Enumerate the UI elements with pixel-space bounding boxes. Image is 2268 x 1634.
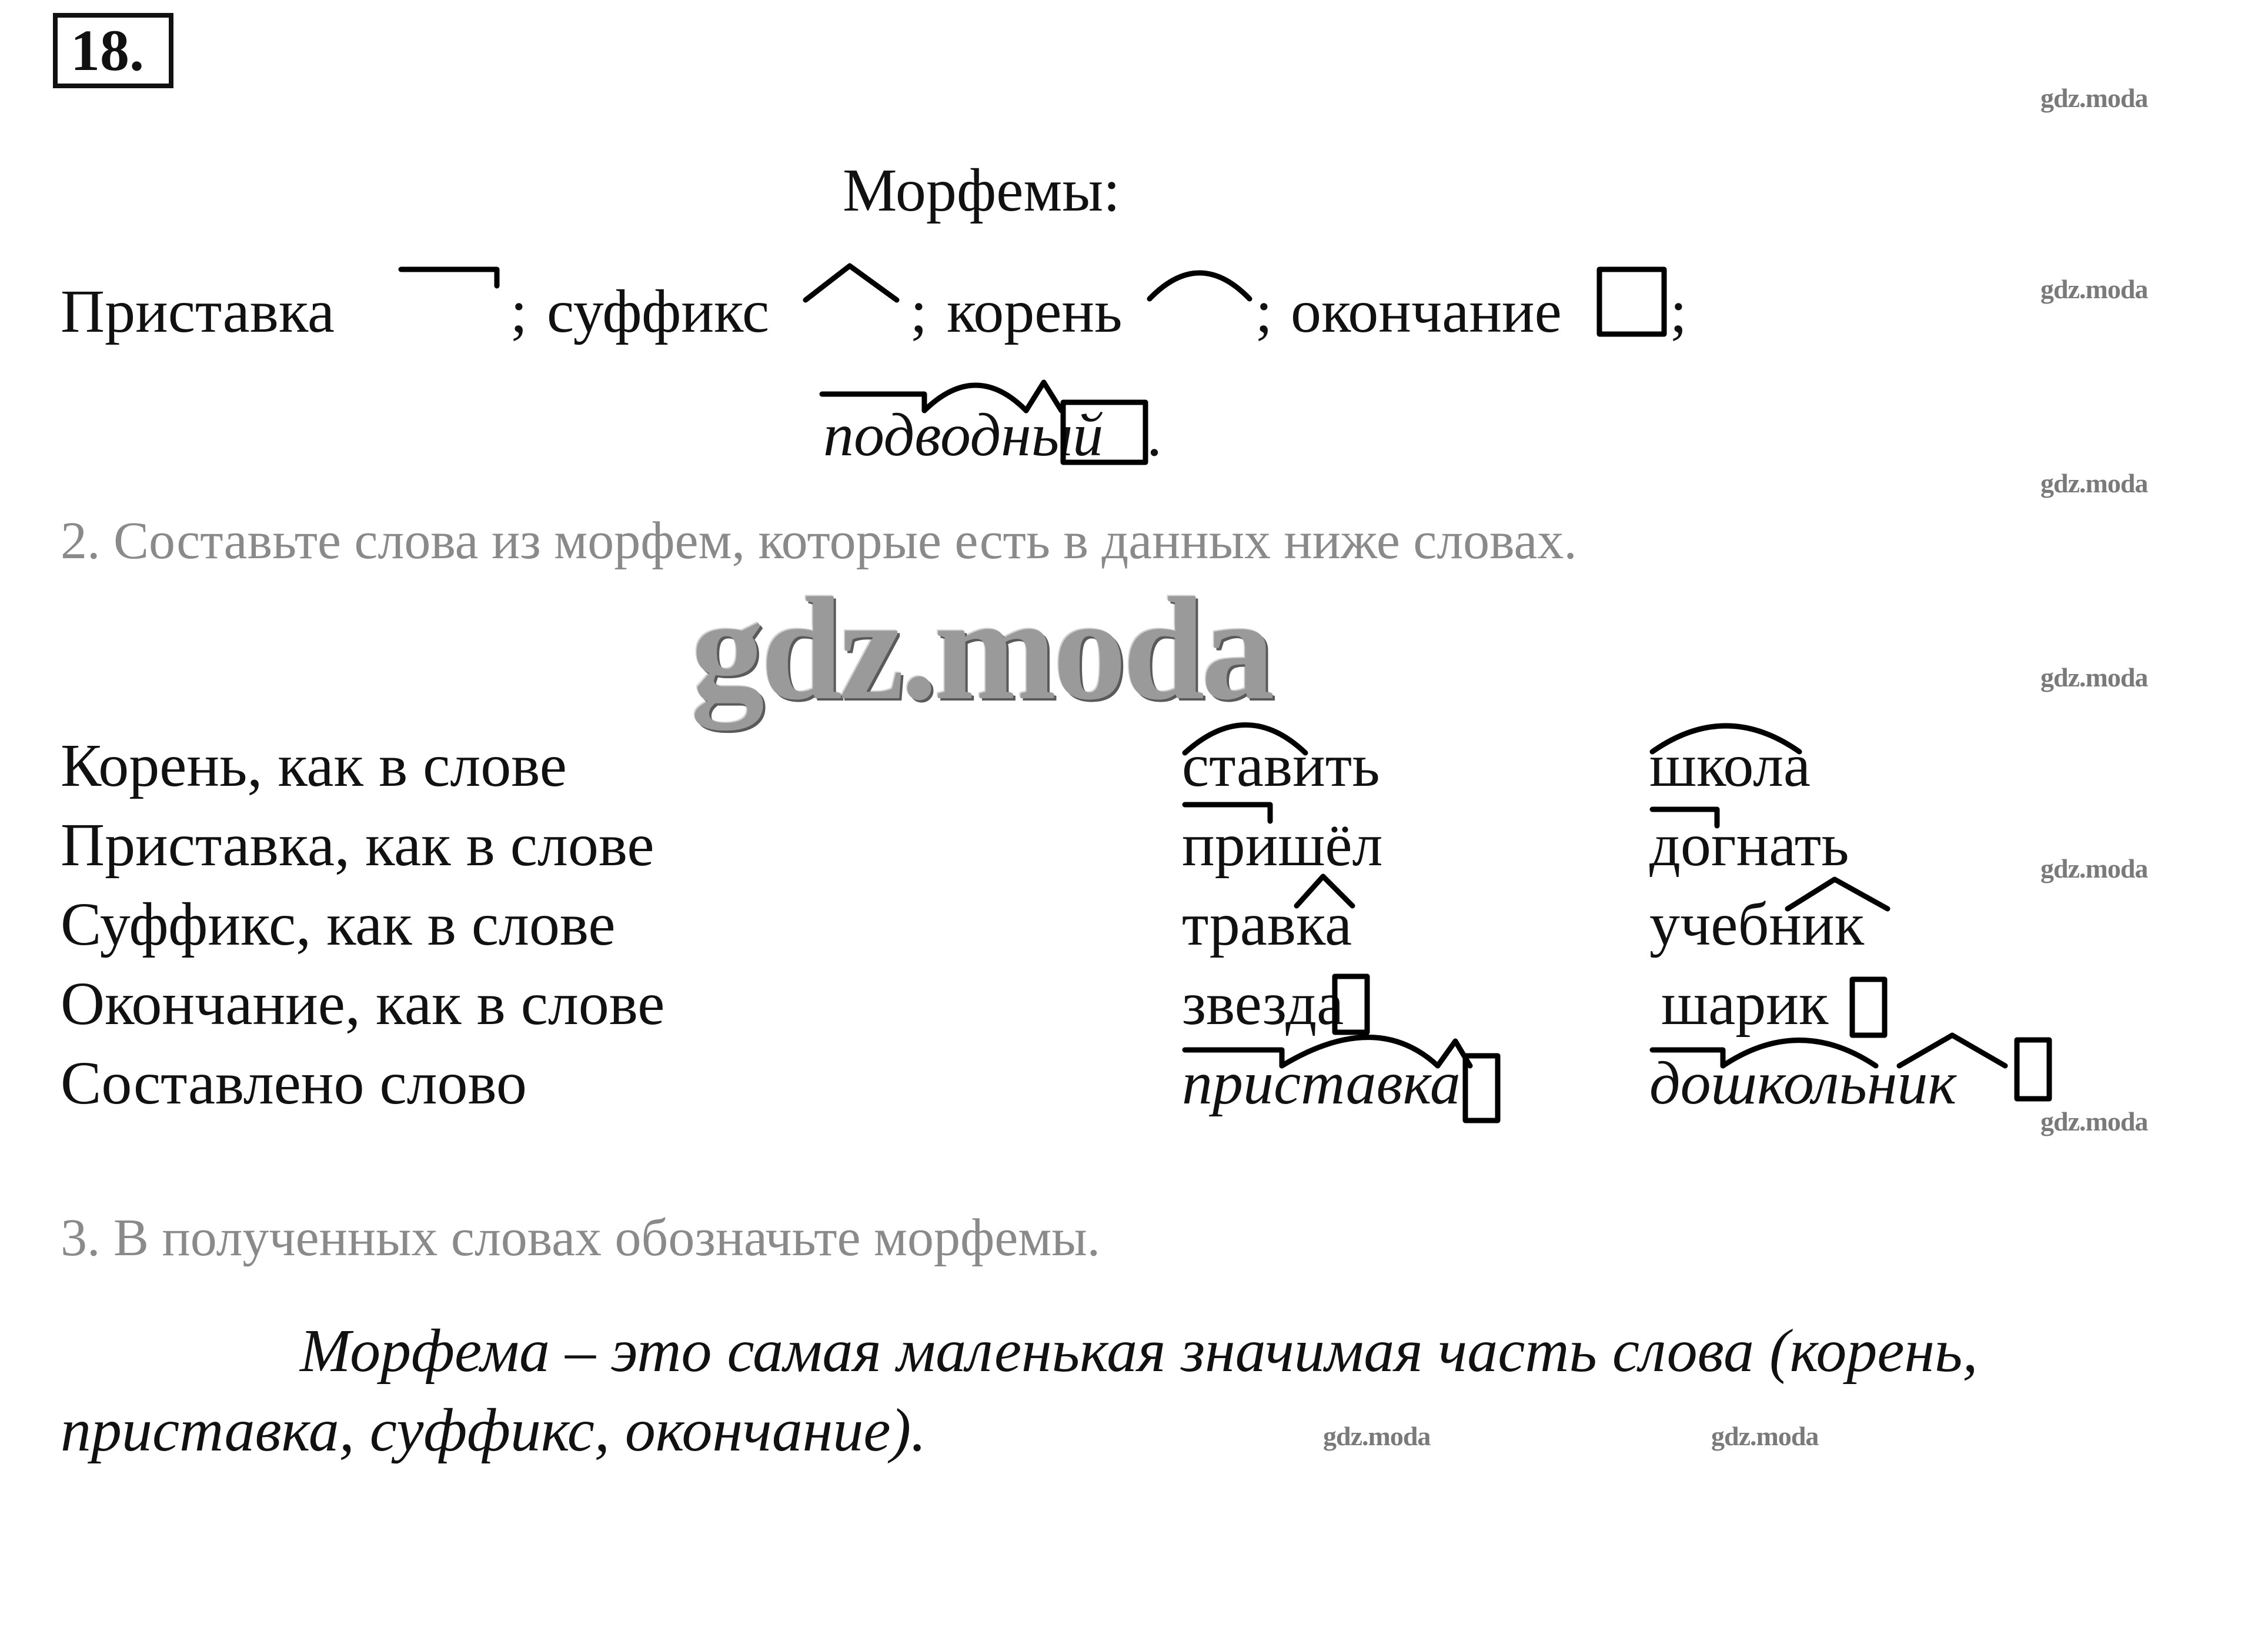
root-arc-mark bbox=[1652, 726, 1799, 752]
legend-separator: ; bbox=[510, 278, 527, 345]
composed-prefix-mark bbox=[1185, 1050, 1282, 1066]
watermark: gdz.moda bbox=[2040, 274, 2148, 304]
ending-box-mark bbox=[1852, 979, 1885, 1035]
heading-morphemes: Морфемы: bbox=[843, 156, 1121, 224]
legend-root-label: корень bbox=[947, 278, 1123, 345]
ending-box-mark bbox=[1599, 269, 1664, 334]
root-arc-mark bbox=[1150, 273, 1250, 299]
row-word-1: звезда bbox=[1182, 970, 1344, 1038]
example-word: подводный bbox=[823, 401, 1104, 469]
suffix-mark bbox=[1788, 879, 1888, 909]
definition-line-2: приставка, суффикс, окончание). bbox=[61, 1396, 927, 1464]
composed-word-1: приставка bbox=[1182, 1049, 1461, 1117]
row-label: Корень, как в слове bbox=[61, 732, 567, 799]
root-arc-mark bbox=[1185, 725, 1305, 753]
watermark: gdz.moda bbox=[2040, 468, 2148, 498]
composed-ending-mark bbox=[2017, 1040, 2049, 1099]
composed-root-mark bbox=[1723, 1041, 1876, 1066]
watermark: gdz.moda bbox=[1323, 1421, 1431, 1451]
task-number-box: 18. bbox=[53, 13, 173, 88]
example-root-mark bbox=[924, 385, 1026, 411]
row-word-2: догнать bbox=[1649, 811, 1849, 879]
legend-separator: ; bbox=[1670, 278, 1687, 345]
legend-separator: ; bbox=[910, 278, 927, 345]
row-word-2: учебник bbox=[1649, 891, 1865, 958]
prefix-mark bbox=[1652, 809, 1717, 826]
watermark: gdz.moda bbox=[2040, 83, 2148, 113]
row-label: Составлено слово bbox=[61, 1049, 527, 1117]
composed-prefix-mark bbox=[1652, 1050, 1723, 1066]
suffix-mark bbox=[806, 266, 897, 300]
watermark: gdz.moda bbox=[1711, 1421, 1819, 1451]
definition-line-1: Морфема – это самая маленькая значимая часть слова (корень, bbox=[300, 1317, 1978, 1385]
row-label: Приставка, как в слове bbox=[61, 811, 654, 879]
prefix-mark bbox=[401, 269, 497, 286]
legend-suffix-label: суффикс bbox=[547, 278, 770, 345]
row-word-2: школа bbox=[1649, 732, 1811, 799]
suffix-mark bbox=[1297, 876, 1352, 906]
composed-suffix-mark bbox=[1899, 1035, 2005, 1066]
watermark-large: gdz.moda bbox=[691, 568, 1271, 731]
composed-root-mark bbox=[1282, 1038, 1438, 1066]
watermark: gdz.moda bbox=[2040, 662, 2148, 692]
watermark: gdz.moda bbox=[2040, 853, 2148, 883]
composed-word-2: дошкольник bbox=[1649, 1049, 1957, 1117]
example-prefix-mark bbox=[822, 394, 924, 411]
task-3-instruction: 3. В полученных словах обозначьте морфемы. bbox=[61, 1209, 1101, 1267]
example-suffix-mark bbox=[1026, 382, 1061, 411]
row-word-1: травка bbox=[1182, 891, 1352, 958]
legend-separator: ; bbox=[1255, 278, 1272, 345]
example-period: . bbox=[1147, 401, 1162, 469]
legend-prefix-label: Приставка bbox=[61, 278, 335, 345]
watermark: gdz.moda bbox=[2040, 1106, 2148, 1136]
prefix-mark bbox=[1185, 805, 1270, 821]
row-word-2: шарик bbox=[1661, 970, 1829, 1038]
row-label: Суффикс, как в слове bbox=[61, 891, 616, 958]
task-2-instruction: 2. Составьте слова из морфем, которые есть в данных ниже словах. bbox=[61, 512, 1577, 570]
row-word-1: ставить bbox=[1182, 732, 1380, 799]
ending-box-mark bbox=[1335, 976, 1367, 1032]
example-ending-mark bbox=[1063, 402, 1145, 462]
row-word-1: пришёл bbox=[1182, 811, 1383, 879]
legend-ending-label: окончание bbox=[1291, 278, 1562, 345]
row-label: Окончание, как в слове bbox=[61, 970, 665, 1038]
